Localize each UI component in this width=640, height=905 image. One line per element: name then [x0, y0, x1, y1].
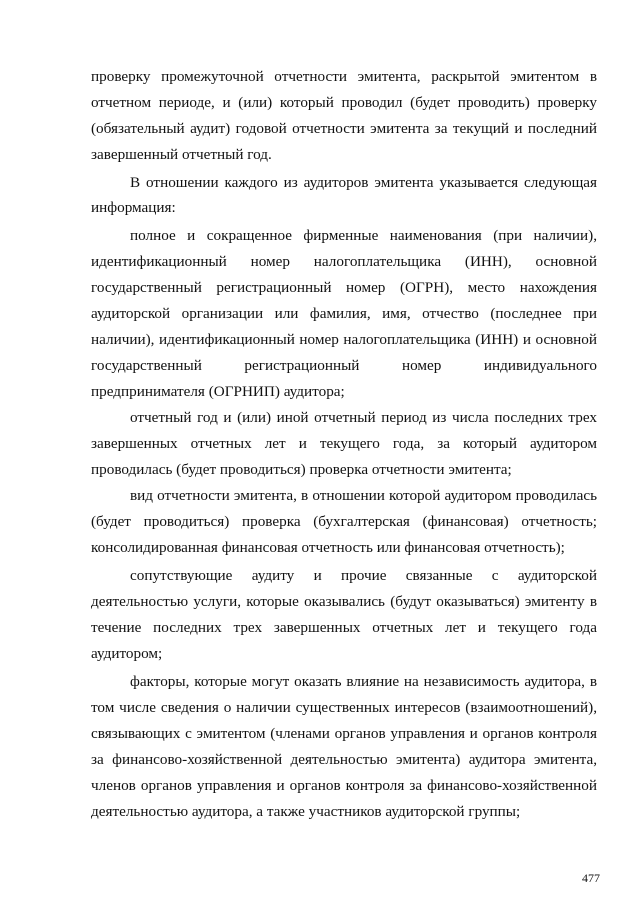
text-line-15: завершенных отчетных лет и текущего года, за который аудитором [91, 435, 597, 452]
text-line-8: идентификационный номер налогоплательщика (ИНН), основной [91, 253, 597, 270]
text-line-2: отчетном периоде, и (или) который проводил (будет проводить) проверку [91, 94, 597, 111]
text-line-24: факторы, которые могут оказать влияние на независимость аудитора, в [130, 673, 597, 690]
text-line-25: том числе сведения о наличии существенных интересов (взаимоотношений), [91, 699, 597, 716]
text-line-11: наличии), идентификационный номер налогоплательщика (ИНН) и основной [91, 331, 597, 348]
text-line-14: отчетный год и (или) иной отчетный период из числа последних трех [130, 409, 597, 426]
text-line-6: информация: [91, 199, 176, 216]
text-line-3: (обязательный аудит) годовой отчетности эмитента за текущий и последний [91, 120, 597, 137]
text-line-12: государственный регистрационный номер индивидуального [91, 357, 597, 374]
text-line-7: полное и сокращенное фирменные наименования (при наличии), [130, 227, 597, 244]
text-line-29: деятельностью аудитора, а также участников аудиторской группы; [91, 803, 521, 820]
text-line-19: консолидированная финансовая отчетность или финансовая отчетность); [91, 539, 565, 556]
text-line-9: государственный регистрационный номер (ОГРН), место нахождения [91, 279, 597, 296]
text-line-27: за финансово-хозяйственной деятельностью эмитента) аудитора эмитента, [91, 751, 597, 768]
text-line-28: членов органов управления и органов контроля за финансово-хозяйственной [91, 777, 597, 794]
text-line-21: деятельностью услуги, которые оказывались (будут оказываться) эмитенту в [91, 593, 597, 610]
page-number: 477 [582, 871, 600, 885]
text-line-4: завершенный отчетный год. [91, 146, 272, 163]
text-line-10: аудиторской организации или фамилия, имя, отчество (последнее при [91, 305, 597, 322]
text-line-16: проводилась (будет проводиться) проверка отчетности эмитента; [91, 461, 512, 478]
text-line-20: сопутствующие аудиту и прочие связанные с аудиторской [130, 567, 597, 584]
text-line-18: (будет проводиться) проверка (бухгалтерская (финансовая) отчетность; [91, 513, 597, 530]
text-line-26: связывающих с эмитентом (членами органов управления и органов контроля [91, 725, 597, 742]
text-line-22: течение последних трех завершенных отчетных лет и текущего года [91, 619, 597, 636]
text-line-17: вид отчетности эмитента, в отношении которой аудитором проводилась [130, 487, 597, 504]
text-line-1: проверку промежуточной отчетности эмитента, раскрытой эмитентом в [91, 68, 597, 85]
text-line-5: В отношении каждого из аудиторов эмитента указывается следующая [130, 174, 597, 191]
text-line-13: предпринимателя (ОГРНИП) аудитора; [91, 383, 345, 400]
text-line-23: аудитором; [91, 645, 163, 662]
